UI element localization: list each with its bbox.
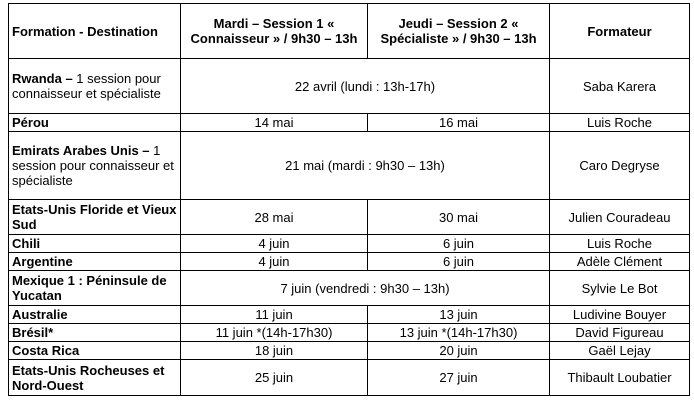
session-1-date-cell: 4 juin (181, 253, 368, 271)
destination-name: Etats-Unis Rocheuses et Nord-Ouest (12, 362, 165, 393)
trainer-cell: Saba Karera (550, 59, 690, 114)
destination-name: Brésil* (12, 325, 54, 340)
header-row (9, 4, 690, 59)
trainer-cell: Ludivine Bouyer (550, 306, 690, 324)
trainer-cell: Luis Roche (550, 114, 690, 132)
trainer-cell: Adèle Clément (550, 253, 690, 271)
session-2-date-cell: 6 juin (368, 253, 550, 271)
session-2-date-cell: 27 juin (368, 360, 550, 396)
merged-session-cell: 22 avril (lundi : 13h-17h) (181, 59, 550, 114)
header-session-2: Jeudi – Session 2 « Spécialiste » / 9h30 – 13h (368, 4, 550, 59)
schedule-table (8, 3, 690, 396)
session-1-date-cell: 18 juin (181, 342, 368, 360)
trainer-cell: Luis Roche (550, 235, 690, 253)
destination-cell (9, 306, 181, 324)
destination-note: 1 session pour connaisseur et spécialiste (12, 71, 161, 101)
merged-session-cell: 21 mai (mardi : 9h30 – 13h) (181, 132, 550, 200)
table-row (9, 306, 690, 324)
table-row (9, 342, 690, 360)
destination-name: Pérou (12, 115, 49, 130)
table-row (9, 132, 690, 200)
destination-name: Argentine (12, 254, 73, 269)
session-1-date-cell: 28 mai (181, 200, 368, 235)
trainer-cell: Caro Degryse (550, 132, 690, 200)
table-row (9, 235, 690, 253)
session-2-date-cell: 6 juin (368, 235, 550, 253)
table-row (9, 59, 690, 114)
table-header (9, 4, 690, 59)
table-row (9, 200, 690, 235)
table-row (9, 324, 690, 342)
destination-cell (9, 59, 181, 114)
destination-name: Chili (12, 236, 41, 251)
header-trainer: Formateur (550, 4, 690, 59)
session-1-date-cell: 4 juin (181, 235, 368, 253)
destination-cell (9, 200, 181, 235)
table-row (9, 360, 690, 396)
destination-name: Costa Rica (12, 343, 80, 358)
trainer-cell: Gaël Lejay (550, 342, 690, 360)
merged-session-cell: 7 juin (vendredi : 9h30 – 13h) (181, 271, 550, 306)
destination-name: Etats-Unis Floride et Vieux Sud (12, 202, 177, 232)
destination-cell (9, 271, 181, 306)
destination-name: Mexique 1 : Péninsule de Yucatan (12, 273, 167, 303)
session-2-date-cell: 16 mai (368, 114, 550, 132)
session-2-date-cell: 20 juin (368, 342, 550, 360)
session-2-date-cell: 30 mai (368, 200, 550, 235)
destination-note: 1 session pour connaisseur et spécialiste (12, 143, 174, 188)
trainer-cell: David Figureau (550, 324, 690, 342)
destination-name: Australie (12, 307, 68, 322)
destination-cell (9, 324, 181, 342)
destination-cell (9, 253, 181, 271)
header-session-1: Mardi – Session 1 « Connaisseur » / 9h30 – 13h (181, 4, 368, 59)
trainer-cell: Sylvie Le Bot (550, 271, 690, 306)
session-2-date-cell: 13 juin (368, 306, 550, 324)
destination-cell (9, 132, 181, 200)
table-row (9, 271, 690, 306)
session-1-date-cell: 11 juin *(14h-17h30) (181, 324, 368, 342)
destination-name: Rwanda – (12, 71, 73, 86)
destination-name: Emirats Arabes Unis – (12, 143, 150, 158)
session-1-date-cell: 14 mai (181, 114, 368, 132)
session-1-date-cell: 11 juin (181, 306, 368, 324)
table-row (9, 114, 690, 132)
destination-cell (9, 235, 181, 253)
session-2-date-cell: 13 juin *(14h-17h30) (368, 324, 550, 342)
table-row (9, 253, 690, 271)
trainer-cell: Thibault Loubatier (550, 360, 690, 396)
destination-cell (9, 360, 181, 396)
table-body (9, 59, 690, 396)
destination-cell (9, 342, 181, 360)
trainer-cell: Julien Couradeau (550, 200, 690, 235)
session-1-date-cell: 25 juin (181, 360, 368, 396)
destination-cell (9, 114, 181, 132)
header-destination: Formation - Destination (9, 4, 181, 59)
